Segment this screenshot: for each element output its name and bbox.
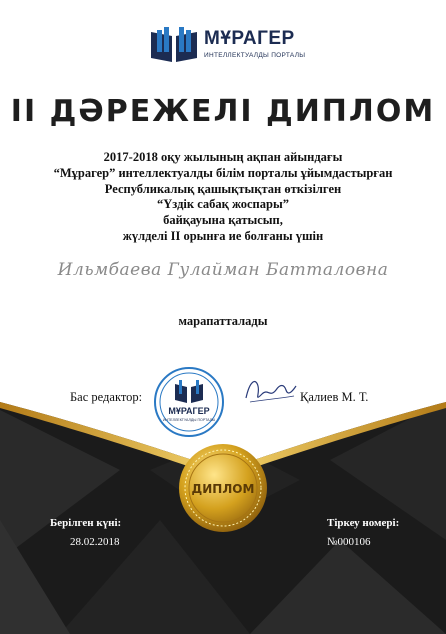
issued-date: 28.02.2018 [70, 536, 120, 548]
registration-number: №000106 [327, 536, 371, 548]
award-word: марапатталады [178, 314, 268, 328]
recipient-name: Ильмбаева Гулайман Батталовна [57, 260, 389, 280]
registration-label: Тіркеу номері: [327, 517, 400, 529]
signature [240, 372, 300, 408]
text-line: 2017-2018 оқу жылының ақпан айындағы [103, 150, 343, 164]
issued-label: Берілген күні: [50, 517, 122, 529]
book-logo-icon [148, 26, 200, 62]
text-line: “Мұрагер” интеллектуалды білім порталы ұйымдастырған [53, 165, 393, 180]
logo [148, 26, 308, 66]
text-line: Республикалық қашықтықтан өткізілген [104, 181, 342, 196]
logo-title: МҰРАГЕР [204, 28, 295, 49]
text-line: жүлделі ІІ орынға ие болғаны үшін [122, 228, 324, 243]
text-line: “Үздік сабақ жоспары” [157, 197, 289, 212]
diploma-text [0, 150, 446, 245]
editor-name: Қалиев М. Т. [300, 390, 369, 404]
diploma-title: II ДӘРЕЖЕЛІ ДИПЛОМ [10, 94, 436, 129]
text-line: байқауына қатысып, [163, 213, 283, 228]
stamp-seal [153, 366, 225, 438]
svg-text:ИНТЕЛЛЕКТУАЛДЫ ПОРТАЛЫ: ИНТЕЛЛЕКТУАЛДЫ ПОРТАЛЫ [162, 418, 216, 422]
logo-subtitle: ИНТЕЛЛЕКТУАЛДЫ ПОРТАЛЫ [204, 52, 306, 59]
editor-label: Бас редактор: [70, 390, 143, 404]
svg-text:МҰРАГЕР: МҰРАГЕР [168, 406, 210, 416]
svg-text:ДИПЛОМ: ДИПЛОМ [191, 482, 255, 496]
gold-medal [175, 440, 271, 536]
